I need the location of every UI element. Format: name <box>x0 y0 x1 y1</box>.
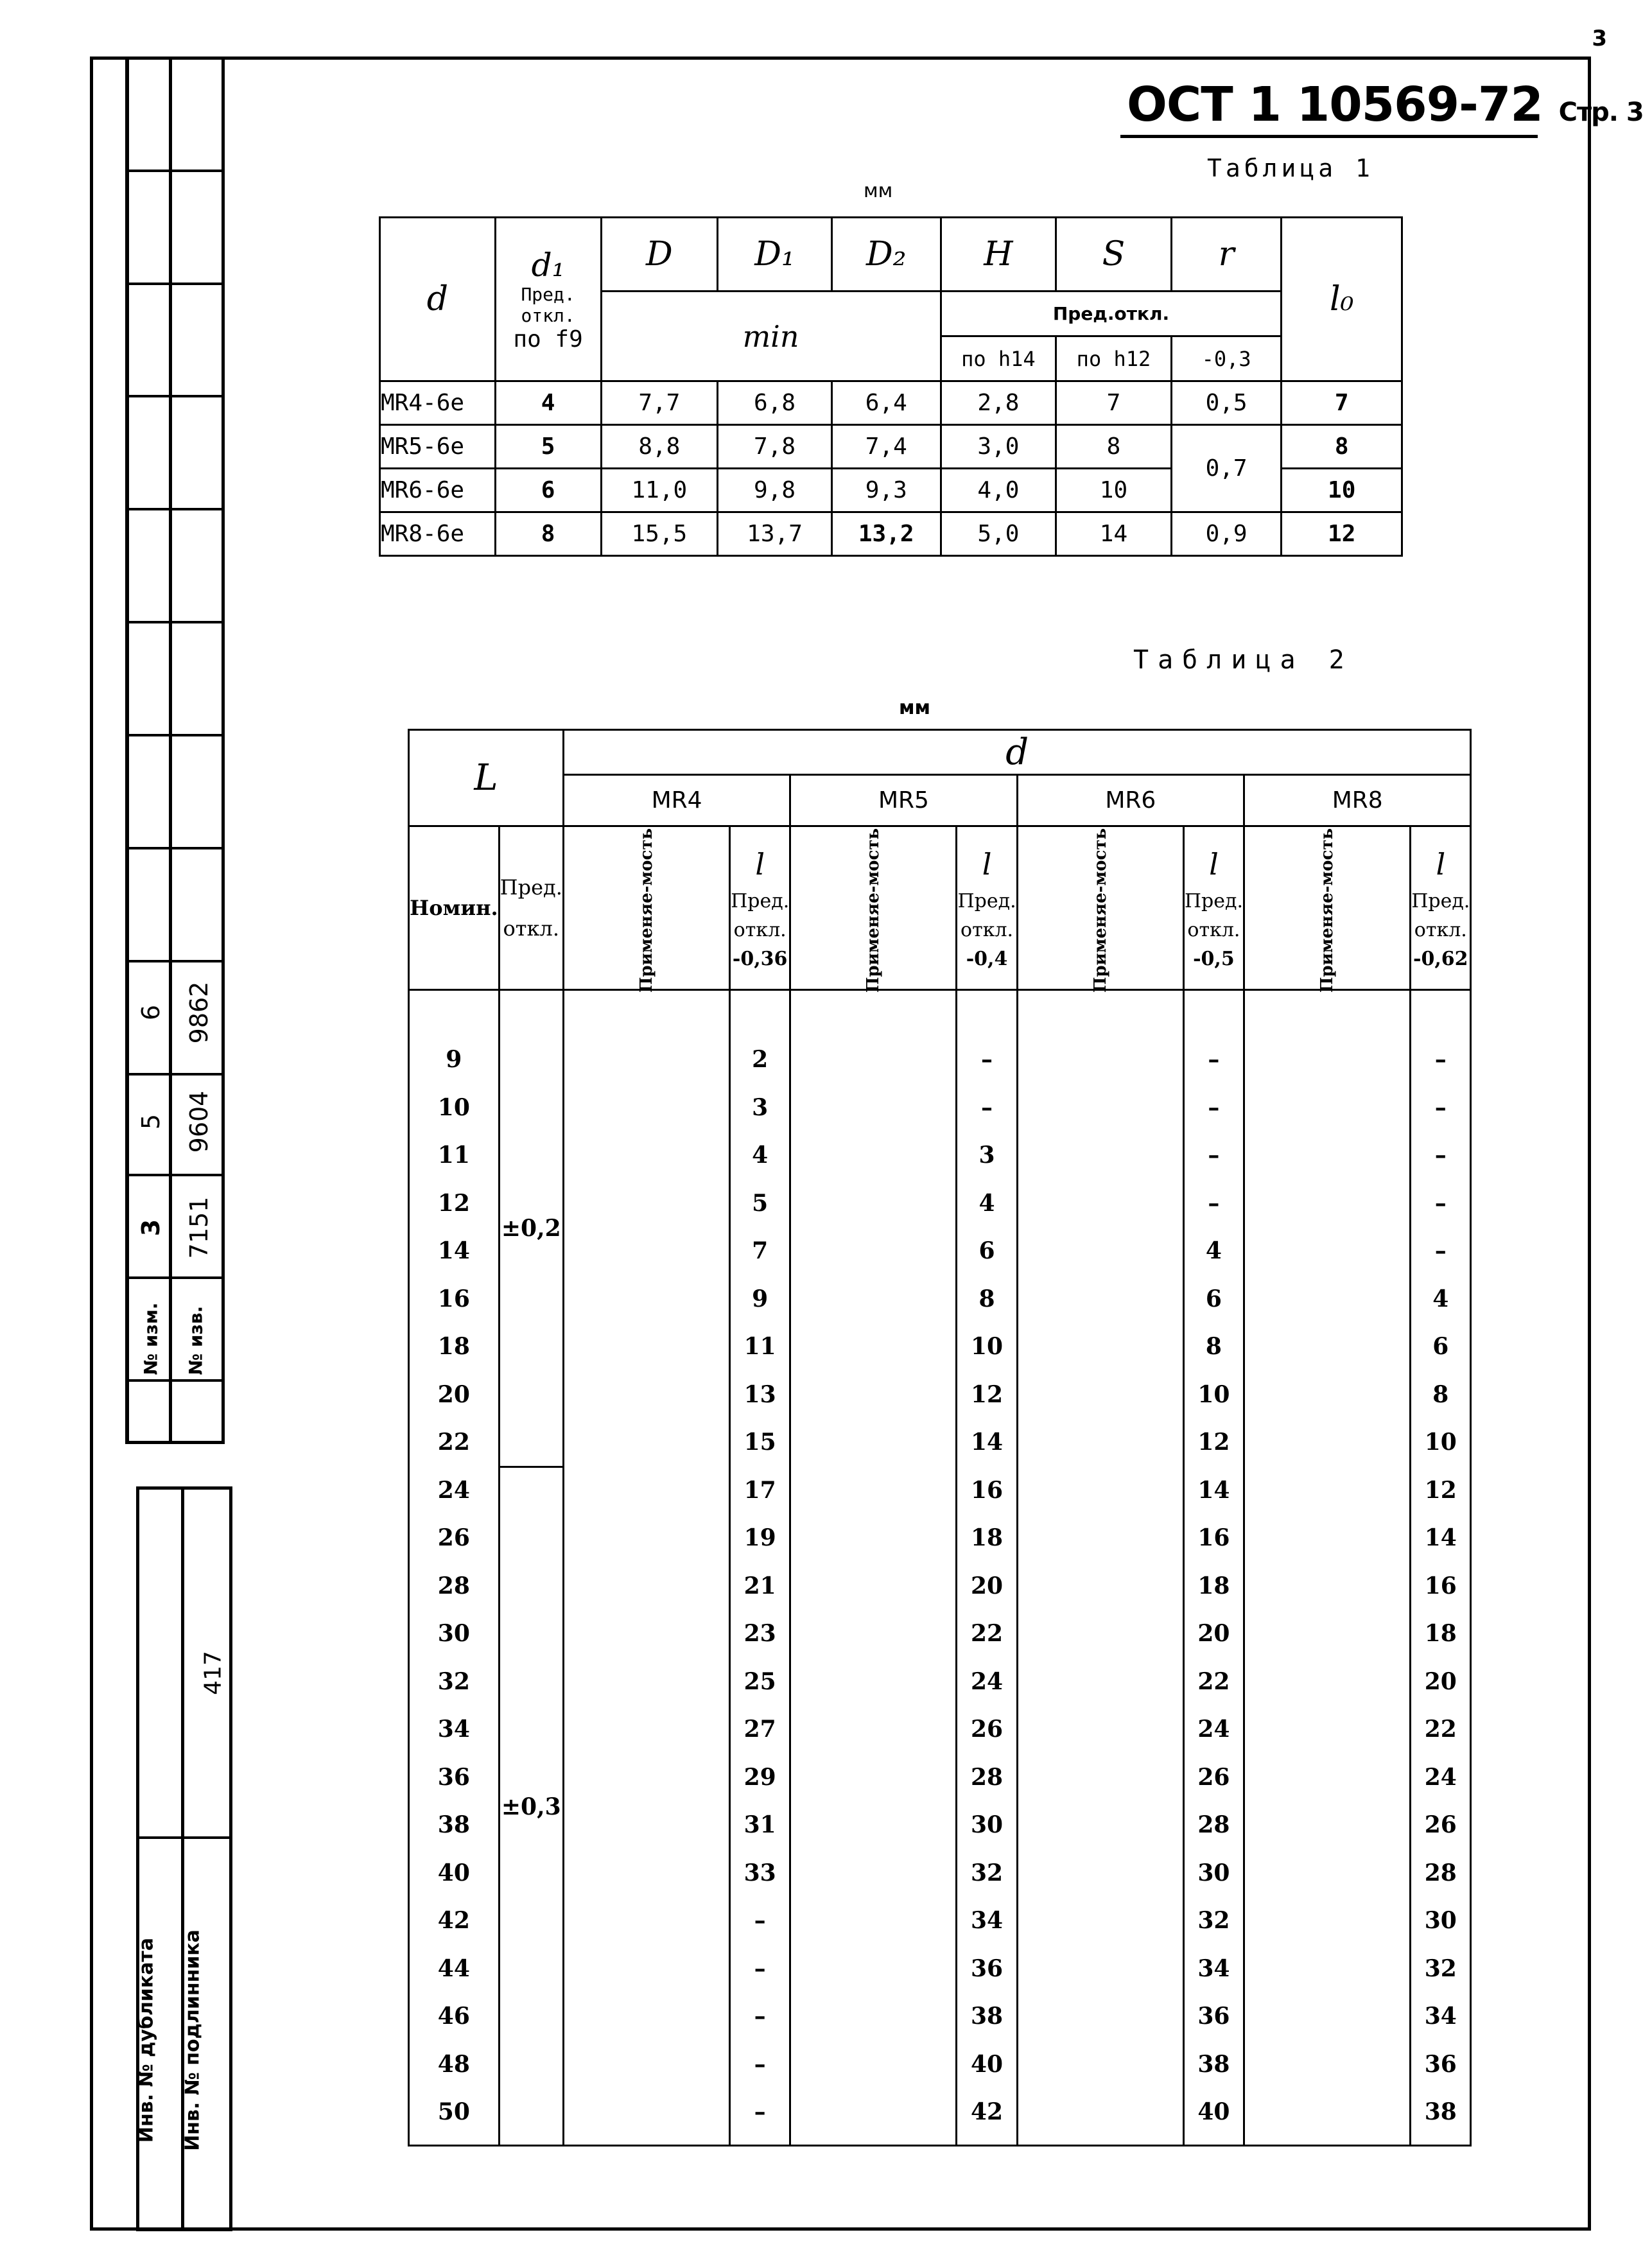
t2-cell-nominal: 30 <box>437 1620 470 1647</box>
t2-col-mr4 <box>730 990 790 2146</box>
t2-cell-nominal: 18 <box>437 1333 470 1360</box>
t2-cell-mr6: – <box>1208 1093 1220 1121</box>
t2-prim-mr4 <box>563 990 729 2146</box>
t1-head-htol: по h14 <box>941 336 1056 381</box>
t2-cell-mr5: 26 <box>971 1716 1004 1743</box>
t2-cell-mr5: 16 <box>971 1476 1004 1504</box>
t2-cell-mr5: 18 <box>971 1524 1004 1551</box>
t2-cell-nominal: 11 <box>437 1142 470 1169</box>
table2 <box>408 729 1472 2146</box>
t2-head-l-mr4: l Пред. откл. -0,36 <box>730 826 790 990</box>
t2-cell-nominal: 14 <box>437 1237 470 1264</box>
t2-cell-nominal: 24 <box>437 1476 470 1504</box>
t2-col-nominal <box>409 990 500 2146</box>
t2-cell-nominal: 34 <box>437 1716 470 1743</box>
t2-cell-mr4: – <box>754 1907 766 1934</box>
t1-row: MR4-6e 4 7,7 6,8 6,4 2,8 7 0,5 7 <box>380 381 1402 425</box>
t2-cell-mr8: – <box>1434 1189 1447 1217</box>
t2-cell-mr4: 33 <box>743 1859 776 1886</box>
t1-row: MR5-6e 5 8,8 7,8 7,4 3,0 8 0,7 8 <box>380 425 1402 469</box>
t1-head-stol: по h12 <box>1056 336 1172 381</box>
t2-cell-nominal: 28 <box>437 1572 470 1599</box>
orig-label: Инв. № подлинника <box>181 1929 204 2151</box>
t2-cell-mr6: – <box>1208 1189 1220 1217</box>
t2-cell-mr8: 6 <box>1432 1333 1449 1360</box>
t2-cell-mr4: 11 <box>743 1333 776 1360</box>
t1-head-r: r <box>1171 218 1282 292</box>
t2-cell-mr6: 22 <box>1197 1668 1230 1695</box>
t1-head-min: min <box>601 292 941 381</box>
t2-cell-mr5: 3 <box>978 1142 995 1169</box>
t2-cell-mr5: 22 <box>971 1620 1004 1647</box>
t1-head-rtol: -0,3 <box>1171 336 1282 381</box>
t2-cell-mr5: 32 <box>971 1859 1004 1886</box>
t2-cell-mr6: 14 <box>1197 1476 1230 1504</box>
t2-head-mr8: MR8 <box>1244 775 1471 826</box>
t2-cell-mr6: 40 <box>1197 2098 1230 2125</box>
t2-cell-mr8: – <box>1434 1142 1447 1169</box>
t2-cell-mr4: 2 <box>752 1046 769 1073</box>
rev-change-5: 5 <box>137 1113 165 1130</box>
t2-cell-mr6: 12 <box>1197 1429 1230 1456</box>
rev-doc-9862: 9862 <box>185 981 213 1044</box>
t2-head-prim-mr5: Применяе-мость <box>790 826 957 990</box>
t2-col-mr6 <box>1183 990 1244 2146</box>
t2-head-prim-mr6: Применяе-мость <box>1017 826 1183 990</box>
t2-head-l-mr6: l Пред. откл. -0,5 <box>1183 826 1244 990</box>
rev-doc-9604: 9604 <box>185 1090 213 1153</box>
t2-head-mr6: MR6 <box>1017 775 1244 826</box>
t2-cell-mr8: 24 <box>1424 1763 1457 1791</box>
t2-cell-mr4: – <box>754 2003 766 2030</box>
t2-head-L: L <box>409 730 564 826</box>
t2-cell-mr4: 7 <box>752 1237 769 1264</box>
t2-cell-mr8: 16 <box>1424 1572 1457 1599</box>
t2-cell-nominal: 26 <box>437 1524 470 1551</box>
t2-cell-nominal: 16 <box>437 1285 470 1312</box>
table2-unit: мм <box>899 697 931 719</box>
t2-cell-mr8: – <box>1434 1093 1447 1121</box>
t2-cell-mr5: 34 <box>971 1907 1004 1934</box>
t2-cell-mr4: 25 <box>743 1668 776 1695</box>
t2-head-mr4: MR4 <box>563 775 790 826</box>
t2-cell-mr5: 38 <box>971 2003 1004 2030</box>
t2-head-l-mr8: l Пред. откл. -0,62 <box>1411 826 1471 990</box>
page-number: 3 <box>1592 26 1607 51</box>
t2-cell-mr4: 13 <box>743 1380 776 1408</box>
t2-cell-mr5: 4 <box>978 1189 995 1217</box>
t2-cell-mr8: 26 <box>1424 1811 1457 1838</box>
t2-cell-mr5: – <box>981 1093 993 1121</box>
t1-head-D: D <box>601 218 718 292</box>
t2-cell-mr6: – <box>1208 1046 1220 1073</box>
rev-change-6: 6 <box>137 1004 165 1021</box>
t2-cell-mr6: 4 <box>1205 1237 1222 1264</box>
t2-cell-mr6: 28 <box>1197 1811 1230 1838</box>
t2-prim-mr6 <box>1017 990 1183 2146</box>
t2-cell-nominal: 46 <box>437 2003 470 2030</box>
t2-cell-mr4: 31 <box>743 1811 776 1838</box>
t2-cell-mr6: 38 <box>1197 2050 1230 2078</box>
t1-head-D2: D₂ <box>831 218 941 292</box>
t2-cell-nominal: 20 <box>437 1380 470 1408</box>
t2-head-pred: Пред. откл. <box>499 826 563 990</box>
table2-label: Таблица 2 <box>1133 645 1353 675</box>
t2-cell-mr6: 30 <box>1197 1859 1230 1886</box>
t2-tol-b: ±0,3 <box>501 1793 561 1820</box>
t2-head-l-mr5: l Пред. откл. -0,4 <box>957 826 1017 990</box>
t2-cell-mr8: – <box>1434 1046 1447 1073</box>
t1-head-H: H <box>941 218 1056 292</box>
t2-cell-mr8: 36 <box>1424 2050 1457 2078</box>
t2-cell-nominal: 22 <box>437 1429 470 1456</box>
t2-cell-mr4: – <box>754 2050 766 2078</box>
t2-col-mr5 <box>957 990 1017 2146</box>
change-label: № изм. <box>140 1302 162 1375</box>
original-number: 417 <box>200 1651 227 1695</box>
t2-cell-mr8: 32 <box>1424 1955 1457 1982</box>
t2-cell-mr4: 21 <box>743 1572 776 1599</box>
t2-cell-mr6: 8 <box>1205 1333 1222 1360</box>
t2-col-mr8 <box>1411 990 1471 2146</box>
t2-cell-mr4: 19 <box>743 1524 776 1551</box>
t2-cell-mr8: 8 <box>1432 1380 1449 1408</box>
t2-cell-mr6: 32 <box>1197 1907 1230 1934</box>
t2-cell-mr5: 12 <box>971 1380 1004 1408</box>
table1 <box>379 216 1403 557</box>
t2-cell-mr8: 14 <box>1424 1524 1457 1551</box>
t2-cell-mr5: 30 <box>971 1811 1004 1838</box>
t2-cell-nominal: 50 <box>437 2098 470 2125</box>
t1-head-pred: Пред.откл. <box>941 292 1282 336</box>
t2-cell-mr6: 20 <box>1197 1620 1230 1647</box>
t2-cell-mr8: 28 <box>1424 1859 1457 1886</box>
t2-cell-mr4: 15 <box>743 1429 776 1456</box>
t2-head-nominal: Номин. <box>409 826 500 990</box>
doc-code: ОСТ 1 10569-72 Стр. 3 <box>1127 77 1644 132</box>
t2-cell-mr8: 10 <box>1424 1429 1457 1456</box>
t2-cell-mr8: 12 <box>1424 1476 1457 1504</box>
t2-cell-nominal: 48 <box>437 2050 470 2078</box>
t2-cell-mr8: 22 <box>1424 1716 1457 1743</box>
t2-cell-mr4: 23 <box>743 1620 776 1647</box>
doc-label: № изв. <box>185 1305 207 1375</box>
t2-cell-mr8: 20 <box>1424 1668 1457 1695</box>
t2-cell-mr4: 17 <box>743 1476 776 1504</box>
t2-cell-mr4: 4 <box>752 1142 769 1169</box>
t2-cell-mr4: 9 <box>752 1285 769 1312</box>
t2-cell-mr6: 6 <box>1205 1285 1222 1312</box>
t2-cell-mr6: 24 <box>1197 1716 1230 1743</box>
t2-cell-mr5: 8 <box>978 1285 995 1312</box>
t2-cell-mr6: – <box>1208 1142 1220 1169</box>
t2-head-d: d <box>563 730 1471 775</box>
rev-doc-7151: 7151 <box>185 1196 213 1259</box>
t1-row: MR8-6e 8 15,5 13,7 13,2 5,0 14 0,9 12 <box>380 512 1402 556</box>
t2-cell-mr6: 18 <box>1197 1572 1230 1599</box>
t1-head-S: S <box>1056 218 1172 292</box>
t2-cell-nominal: 40 <box>437 1859 470 1886</box>
t2-cell-mr4: – <box>754 1955 766 1982</box>
t2-cell-mr8: – <box>1434 1237 1447 1264</box>
t2-cell-mr6: 16 <box>1197 1524 1230 1551</box>
t2-cell-mr8: 38 <box>1424 2098 1457 2125</box>
t2-cell-mr5: 20 <box>971 1572 1004 1599</box>
t2-cell-mr5: 42 <box>971 2098 1004 2125</box>
t2-cell-mr4: – <box>754 2098 766 2125</box>
t2-cell-mr6: 36 <box>1197 2003 1230 2030</box>
t2-cell-mr6: 34 <box>1197 1955 1230 1982</box>
header-underline <box>1120 135 1538 138</box>
t2-cell-mr5: 14 <box>971 1429 1004 1456</box>
t2-cell-mr5: 6 <box>978 1237 995 1264</box>
t1-head-l0: l₀ <box>1282 218 1402 381</box>
t2-cell-nominal: 12 <box>437 1189 470 1217</box>
t2-col-pred <box>499 990 563 2146</box>
t2-cell-nominal: 44 <box>437 1955 470 1982</box>
t2-prim-mr5 <box>790 990 957 2146</box>
table1-label: Таблица 1 <box>1207 154 1374 182</box>
t1-row: MR6-6e 6 11,0 9,8 9,3 4,0 10 10 <box>380 469 1402 512</box>
t2-cell-mr5: 10 <box>971 1333 1004 1360</box>
t1-head-D1: D₁ <box>718 218 832 292</box>
t2-cell-mr8: 18 <box>1424 1620 1457 1647</box>
t2-prim-mr8 <box>1244 990 1411 2146</box>
t2-cell-mr5: 28 <box>971 1763 1004 1791</box>
t2-head-prim-mr8: Применяе-мость <box>1244 826 1411 990</box>
t2-cell-mr6: 26 <box>1197 1763 1230 1791</box>
t2-cell-mr8: 30 <box>1424 1907 1457 1934</box>
t2-cell-mr8: 4 <box>1432 1285 1449 1312</box>
t2-cell-mr4: 27 <box>743 1716 776 1743</box>
t2-cell-mr8: 34 <box>1424 2003 1457 2030</box>
t2-cell-nominal: 10 <box>437 1093 470 1121</box>
t2-cell-mr6: 10 <box>1197 1380 1230 1408</box>
t2-cell-mr5: 40 <box>971 2050 1004 2078</box>
rev-change-3: 3 <box>137 1219 165 1237</box>
t2-cell-nominal: 9 <box>446 1046 462 1073</box>
t2-cell-mr5: 24 <box>971 1668 1004 1695</box>
t1-head-d1: d₁ Пред. откл. по f9 <box>495 218 601 381</box>
t2-cell-nominal: 42 <box>437 1907 470 1934</box>
t2-tol-a: ±0,2 <box>500 991 562 1468</box>
t2-head-prim-mr4: Применяе-мость <box>563 826 729 990</box>
t2-cell-mr5: 36 <box>971 1955 1004 1982</box>
t2-cell-nominal: 38 <box>437 1811 470 1838</box>
t2-cell-mr5: – <box>981 1046 993 1073</box>
t2-cell-mr4: 29 <box>743 1763 776 1791</box>
table1-unit: мм <box>864 180 893 202</box>
t1-head-d: d <box>380 218 496 381</box>
dup-label: Инв. № дубликата <box>135 1937 158 2143</box>
t2-cell-nominal: 32 <box>437 1668 470 1695</box>
t2-cell-mr4: 3 <box>752 1093 769 1121</box>
t2-cell-nominal: 36 <box>437 1763 470 1791</box>
t2-head-mr5: MR5 <box>790 775 1017 826</box>
t2-cell-mr4: 5 <box>752 1189 769 1217</box>
